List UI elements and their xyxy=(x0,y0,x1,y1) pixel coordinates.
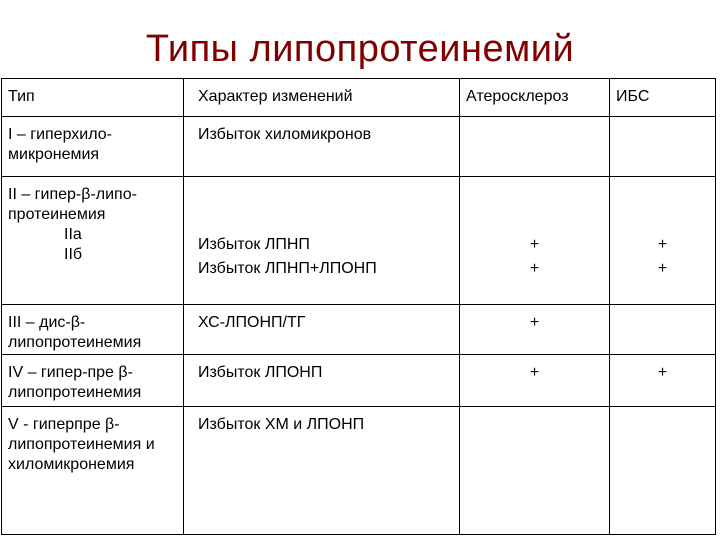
table-row xyxy=(2,407,716,535)
change-cell: Избыток хиломикронов xyxy=(184,117,460,177)
mark-ath-b: + xyxy=(529,260,540,277)
lipoproteinemia-table xyxy=(1,78,716,535)
ibs-cell xyxy=(610,177,716,305)
ibs-cell: + xyxy=(610,355,716,407)
header-ibs: ИБС xyxy=(610,79,716,117)
table-row xyxy=(2,305,716,355)
type-cell: I – гиперхило- микронемия xyxy=(2,117,184,177)
atherosclerosis-cell: + xyxy=(460,305,610,355)
header-atherosclerosis: Атеросклероз xyxy=(460,79,610,117)
table-row xyxy=(2,177,716,305)
type-cell: V - гиперпре β- липопротеинемия и хиломикронемия xyxy=(2,407,184,535)
subtype-a: IIа xyxy=(64,226,82,243)
change-b: Избыток ЛПНП+ЛПОНП xyxy=(198,260,377,277)
change-a: Избыток ЛПНП xyxy=(198,236,310,253)
atherosclerosis-cell xyxy=(460,177,610,305)
table-row xyxy=(2,355,716,407)
change-cell: Избыток ЛПОНП xyxy=(184,355,460,407)
ibs-cell xyxy=(610,305,716,355)
type-cell xyxy=(2,177,184,305)
header-type: Тип xyxy=(2,79,184,117)
page-title: Типы липопротеинемий xyxy=(145,28,575,70)
atherosclerosis-cell xyxy=(460,407,610,535)
table-row xyxy=(2,117,716,177)
atherosclerosis-cell: + xyxy=(460,355,610,407)
subtype-b: IIб xyxy=(64,246,83,263)
atherosclerosis-cell xyxy=(460,117,610,177)
type-cell: III – дис-β- липопротеинемия xyxy=(2,305,184,355)
header-change: Характер изменений xyxy=(184,79,460,117)
mark-ibs-a: + xyxy=(657,236,668,253)
change-cell: Избыток ХМ и ЛПОНП xyxy=(184,407,460,535)
ibs-cell xyxy=(610,407,716,535)
type-cell: IV – гипер-пре β- липопротеинемия xyxy=(2,355,184,407)
mark-ibs-b: + xyxy=(657,260,668,277)
ibs-cell xyxy=(610,117,716,177)
change-cell xyxy=(184,177,460,305)
mark-ath-a: + xyxy=(529,236,540,253)
type-name: II – гипер-β-липо- протеинемия xyxy=(8,186,137,223)
table-header-row xyxy=(2,79,716,117)
change-cell: ХС-ЛПОНП/ТГ xyxy=(184,305,460,355)
